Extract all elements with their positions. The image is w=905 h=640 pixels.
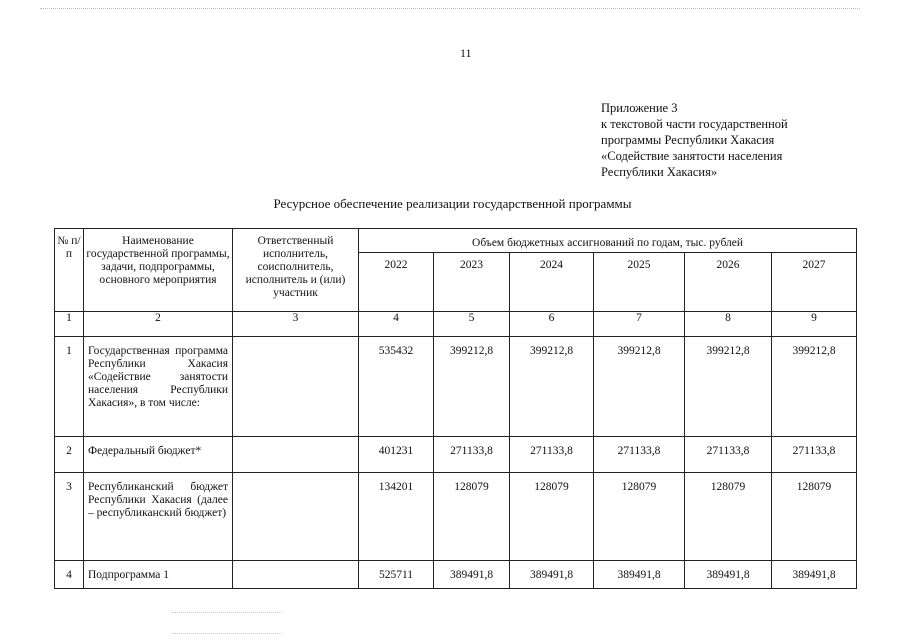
- document-title: Ресурсное обеспечение реализации государственной программы: [273, 196, 632, 211]
- appendix-line: «Содействие занятости населения: [601, 149, 783, 163]
- header-year: 2024: [510, 253, 594, 312]
- row-value: 401231: [359, 437, 434, 473]
- row-value: 128079: [594, 473, 685, 561]
- row-value: 389491,8: [772, 561, 857, 589]
- scan-smudge: [172, 612, 282, 634]
- row-value: 134201: [359, 473, 434, 561]
- table-row: [55, 561, 857, 589]
- appendix-line: к текстовой части государственной: [601, 117, 788, 131]
- row-name: Республиканский бюджет Республики Хакасия (далее – республиканский бюджет): [84, 473, 233, 561]
- header-name: Наименование государственной программы, задачи, подпрограммы, основного мероприятия: [84, 229, 233, 312]
- header-year: 2025: [594, 253, 685, 312]
- column-number: 6: [510, 312, 594, 337]
- column-number: 5: [434, 312, 510, 337]
- appendix-block: [601, 100, 788, 180]
- header-no: № п/п: [55, 229, 84, 312]
- row-number: 2: [55, 437, 84, 473]
- header-year: 2026: [685, 253, 772, 312]
- table-row: [55, 337, 857, 437]
- column-number: 8: [685, 312, 772, 337]
- row-value: 399212,8: [434, 337, 510, 437]
- row-value: 535432: [359, 337, 434, 437]
- resource-table: [54, 228, 857, 589]
- row-value: 128079: [685, 473, 772, 561]
- scan-noise: [40, 8, 860, 12]
- header-year: 2022: [359, 253, 434, 312]
- header-responsible: Ответственный исполнитель, соисполнитель, исполнитель и (или) участник: [233, 229, 359, 312]
- row-value: 128079: [510, 473, 594, 561]
- row-value: 399212,8: [510, 337, 594, 437]
- row-name: Государственная программа Республики Хакасия «Содействие занятости населения Республики Хакасия», в том числе:: [84, 337, 233, 437]
- row-value: 128079: [434, 473, 510, 561]
- row-value: 389491,8: [510, 561, 594, 589]
- column-number: 1: [55, 312, 84, 337]
- row-number: 3: [55, 473, 84, 561]
- row-value: 128079: [772, 473, 857, 561]
- row-responsible: [233, 437, 359, 473]
- row-value: 271133,8: [510, 437, 594, 473]
- appendix-line: Приложение 3: [601, 101, 678, 115]
- row-number: 1: [55, 337, 84, 437]
- column-number: 7: [594, 312, 685, 337]
- row-name: Федеральный бюджет*: [84, 437, 233, 473]
- row-responsible: [233, 473, 359, 561]
- row-value: 271133,8: [685, 437, 772, 473]
- row-value: 271133,8: [772, 437, 857, 473]
- header-year: 2023: [434, 253, 510, 312]
- column-number: 3: [233, 312, 359, 337]
- row-responsible: [233, 337, 359, 437]
- appendix-line: Республики Хакасия»: [601, 165, 718, 179]
- column-number: 4: [359, 312, 434, 337]
- page-number: 11: [460, 46, 472, 60]
- row-value: 525711: [359, 561, 434, 589]
- row-value: 271133,8: [434, 437, 510, 473]
- header-volume: Объем бюджетных ассигнований по годам, тыс. рублей: [359, 229, 857, 253]
- column-number: 2: [84, 312, 233, 337]
- row-value: 271133,8: [594, 437, 685, 473]
- header-year: 2027: [772, 253, 857, 312]
- row-value: 389491,8: [685, 561, 772, 589]
- row-number: 4: [55, 561, 84, 589]
- row-value: 389491,8: [434, 561, 510, 589]
- column-number: 9: [772, 312, 857, 337]
- table-row: [55, 437, 857, 473]
- row-value: 399212,8: [685, 337, 772, 437]
- column-number-row: [55, 312, 857, 337]
- row-responsible: [233, 561, 359, 589]
- appendix-line: программы Республики Хакасия: [601, 133, 775, 147]
- row-value: 389491,8: [594, 561, 685, 589]
- row-value: 399212,8: [594, 337, 685, 437]
- row-value: 399212,8: [772, 337, 857, 437]
- row-name: Подпрограмма 1: [84, 561, 233, 589]
- header-row: [55, 229, 857, 253]
- table-row: [55, 473, 857, 561]
